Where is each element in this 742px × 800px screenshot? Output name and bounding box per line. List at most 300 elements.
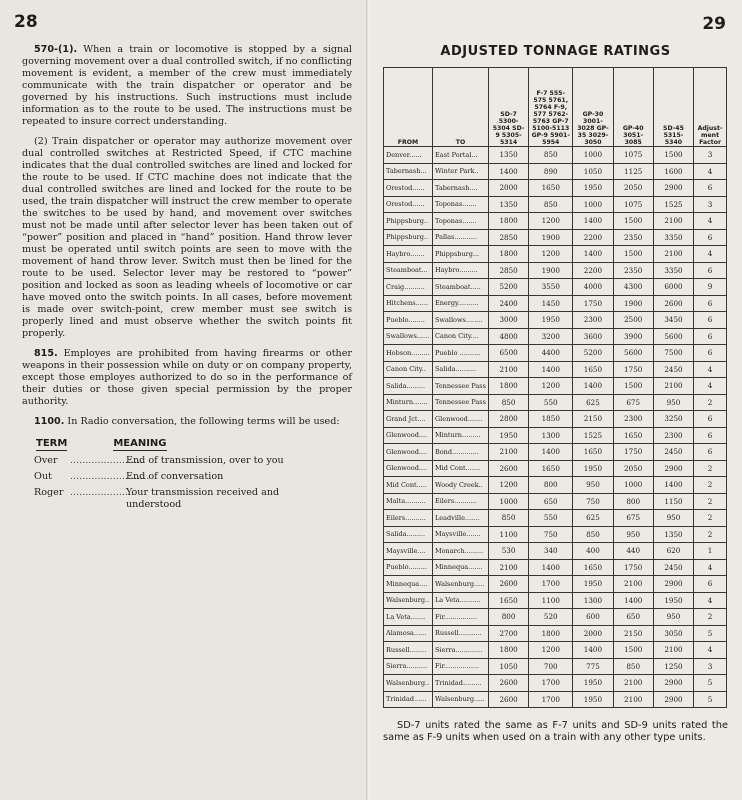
cell-from: Salida......... <box>384 378 433 395</box>
cell-from: Haybro....... <box>384 246 433 263</box>
cell-adjustment-factor: 6 <box>694 444 727 461</box>
cell-sd45: 3350 <box>653 262 693 279</box>
cell-adjustment-factor: 6 <box>694 576 727 593</box>
table-row <box>384 609 727 626</box>
table-row <box>384 394 727 411</box>
cell-sd7-sd9: 2100 <box>488 361 528 378</box>
cell-f7-gp9: 1400 <box>529 361 573 378</box>
cell-gp40: 2350 <box>613 262 653 279</box>
cell-to: Tabernash.... <box>432 180 488 197</box>
cell-f7-gp9: 1200 <box>529 246 573 263</box>
cell-adjustment-factor: 2 <box>694 394 727 411</box>
cell-sd7-sd9: 2600 <box>488 675 528 692</box>
cell-to: Toponas....... <box>432 196 488 213</box>
cell-sd7-sd9: 850 <box>488 394 528 411</box>
cell-sd7-sd9: 6500 <box>488 345 528 362</box>
cell-sd7-sd9: 1400 <box>488 163 528 180</box>
table-row <box>384 592 727 609</box>
cell-sd7-sd9: 1050 <box>488 658 528 675</box>
cell-f7-gp9: 1800 <box>529 625 573 642</box>
cell-sd7-sd9: 4800 <box>488 328 528 345</box>
cell-gp30-gp35: 2000 <box>573 625 613 642</box>
term-column-header: TERM <box>36 438 68 449</box>
cell-from: Swallows...... <box>384 328 433 345</box>
cell-f7-gp9: 3550 <box>529 279 573 296</box>
cell-from: Orestod...... <box>384 196 433 213</box>
cell-sd45: 2300 <box>653 427 693 444</box>
table-body <box>384 147 727 708</box>
cell-to: Tennessee Pass <box>432 394 488 411</box>
cell-gp40: 650 <box>613 609 653 626</box>
cell-gp40: 675 <box>613 510 653 527</box>
radio-term: Out <box>34 471 52 482</box>
cell-adjustment-factor: 5 <box>694 691 727 708</box>
cell-to: Steamboat..... <box>432 279 488 296</box>
cell-gp40: 1750 <box>613 361 653 378</box>
cell-from: Walsenburg.. <box>384 675 433 692</box>
cell-f7-gp9: 850 <box>529 196 573 213</box>
cell-gp30-gp35: 750 <box>573 493 613 510</box>
cell-to: Glenwood....... <box>432 411 488 428</box>
cell-f7-gp9: 1300 <box>529 427 573 444</box>
cell-adjustment-factor: 4 <box>694 642 727 659</box>
cell-gp30-gp35: 625 <box>573 394 613 411</box>
cell-sd7-sd9: 2100 <box>488 444 528 461</box>
cell-f7-gp9: 1700 <box>529 675 573 692</box>
cell-sd7-sd9: 2850 <box>488 262 528 279</box>
cell-adjustment-factor: 6 <box>694 427 727 444</box>
cell-adjustment-factor: 3 <box>694 658 727 675</box>
cell-from: Phippsburg.. <box>384 229 433 246</box>
cell-sd45: 1500 <box>653 147 693 164</box>
cell-sd7-sd9: 2850 <box>488 229 528 246</box>
cell-from: Trinidad...... <box>384 691 433 708</box>
cell-sd45: 1525 <box>653 196 693 213</box>
cell-f7-gp9: 700 <box>529 658 573 675</box>
cell-sd45: 2100 <box>653 246 693 263</box>
right-page <box>369 0 742 800</box>
cell-to: Tennessee Pass <box>432 378 488 395</box>
cell-to: Walsenburg..... <box>432 691 488 708</box>
cell-from: La Veta....... <box>384 609 433 626</box>
cell-sd7-sd9: 3000 <box>488 312 528 329</box>
cell-gp30-gp35: 1650 <box>573 444 613 461</box>
radio-term-row <box>34 487 352 511</box>
cell-sd45: 2450 <box>653 444 693 461</box>
cell-gp40: 2100 <box>613 675 653 692</box>
table-row <box>384 543 727 560</box>
cell-to: La Veta.......... <box>432 592 488 609</box>
cell-adjustment-factor: 3 <box>694 196 727 213</box>
cell-sd45: 1600 <box>653 163 693 180</box>
cell-to: Monarch......... <box>432 543 488 560</box>
cell-sd7-sd9: 1350 <box>488 147 528 164</box>
cell-from: Pueblo........ <box>384 312 433 329</box>
cell-sd45: 1400 <box>653 477 693 494</box>
cell-gp30-gp35: 1750 <box>573 295 613 312</box>
cell-f7-gp9: 1200 <box>529 378 573 395</box>
cell-sd45: 1350 <box>653 526 693 543</box>
radio-term: Over <box>34 455 58 466</box>
cell-from: Minnequa.... <box>384 576 433 593</box>
leader-dots: ..................... <box>70 487 135 498</box>
cell-to: Minnequa....... <box>432 559 488 576</box>
cell-to: Leadville....... <box>432 510 488 527</box>
cell-f7-gp9: 550 <box>529 510 573 527</box>
cell-f7-gp9: 1400 <box>529 559 573 576</box>
cell-adjustment-factor: 5 <box>694 675 727 692</box>
cell-sd45: 1950 <box>653 592 693 609</box>
cell-adjustment-factor: 6 <box>694 328 727 345</box>
cell-gp40: 1500 <box>613 246 653 263</box>
table-row <box>384 510 727 527</box>
rule-815-number: 815. <box>34 348 58 359</box>
cell-f7-gp9: 1650 <box>529 180 573 197</box>
radio-term-meaning: End of transmission, over to you <box>126 455 284 466</box>
table-row <box>384 328 727 345</box>
cell-sd45: 2900 <box>653 460 693 477</box>
rules-text <box>22 44 352 428</box>
cell-f7-gp9: 1650 <box>529 460 573 477</box>
cell-to: East Portal... <box>432 147 488 164</box>
cell-gp30-gp35: 5200 <box>573 345 613 362</box>
cell-from: Minturn....... <box>384 394 433 411</box>
table-row <box>384 180 727 197</box>
cell-adjustment-factor: 4 <box>694 592 727 609</box>
cell-sd45: 7500 <box>653 345 693 362</box>
table-row <box>384 625 727 642</box>
cell-f7-gp9: 1200 <box>529 213 573 230</box>
cell-to: Pallas........... <box>432 229 488 246</box>
cell-adjustment-factor: 3 <box>694 147 727 164</box>
cell-to: Winter Park.. <box>432 163 488 180</box>
cell-sd45: 1250 <box>653 658 693 675</box>
table-row <box>384 246 727 263</box>
table-footnote: SD-7 units rated the same as F-7 units and SD-9 units rated the same as F-9 units when used on a train with any other type units. <box>383 720 728 743</box>
cell-gp40: 2300 <box>613 411 653 428</box>
column-header-f7-gp9: F-7 555-575 5761, 5764 F-9, 577 5762-5763 GP-7 5100-5113 GP-9 5901-5954 <box>529 68 573 147</box>
cell-from: Craig.......... <box>384 279 433 296</box>
cell-to: Bond............. <box>432 444 488 461</box>
table-row <box>384 444 727 461</box>
rule-570-2: (2) Train dispatcher or operator may authorize movement over dual controlled switches at Restricted Speed, if CTC machine indicates that the dual controlled switches are lined and locked for the route to be used. If CTC machine does not indicate that the dual controlled switches are lined and locked for the route to be used, the train dispatcher will instruct the crew member to operate the switches to be used by hand, and movement over switches must not be made until after selector lever has been taken out of “power” position and placed in “hand” position. Hand throw lever must be operated until switch points are seen to move with the movement of hand throw lever. Switch must then be lined for the route to be used. Selector lever may be restored to “power” position and locked as soon as leading wheels of locomotive or car have moved onto the switch points. In all cases, before movement is made over switch-point, crew member must see switch is properly lined and must observe whether the switch points fit properly. <box>22 136 352 339</box>
cell-sd7-sd9: 1000 <box>488 493 528 510</box>
cell-gp30-gp35: 1400 <box>573 213 613 230</box>
cell-from: Glenwood.... <box>384 427 433 444</box>
meaning-column-header: MEANING <box>113 438 167 449</box>
cell-to: Toponas....... <box>432 213 488 230</box>
table-row <box>384 691 727 708</box>
cell-gp30-gp35: 1650 <box>573 361 613 378</box>
cell-gp30-gp35: 625 <box>573 510 613 527</box>
table-row <box>384 312 727 329</box>
column-header-gp40: GP-40 3051-3085 <box>613 68 653 147</box>
cell-gp40: 1900 <box>613 295 653 312</box>
cell-sd7-sd9: 2600 <box>488 576 528 593</box>
cell-from: Canon City.. <box>384 361 433 378</box>
cell-gp40: 5600 <box>613 345 653 362</box>
table-row <box>384 163 727 180</box>
cell-sd45: 2450 <box>653 361 693 378</box>
radio-term-meaning: Your transmission received and understood <box>126 487 280 510</box>
cell-f7-gp9: 890 <box>529 163 573 180</box>
cell-gp30-gp35: 1000 <box>573 147 613 164</box>
cell-gp40: 950 <box>613 526 653 543</box>
cell-gp30-gp35: 1400 <box>573 246 613 263</box>
cell-f7-gp9: 1950 <box>529 312 573 329</box>
table-header-row <box>384 68 727 147</box>
cell-gp40: 2350 <box>613 229 653 246</box>
radio-term-meaning: End of conversation <box>126 471 224 482</box>
table-row <box>384 460 727 477</box>
cell-adjustment-factor: 2 <box>694 510 727 527</box>
cell-adjustment-factor: 2 <box>694 526 727 543</box>
cell-gp30-gp35: 3600 <box>573 328 613 345</box>
cell-gp40: 1000 <box>613 477 653 494</box>
cell-adjustment-factor: 4 <box>694 213 727 230</box>
cell-sd45: 1150 <box>653 493 693 510</box>
cell-adjustment-factor: 2 <box>694 460 727 477</box>
cell-gp30-gp35: 1050 <box>573 163 613 180</box>
table-row <box>384 576 727 593</box>
cell-sd7-sd9: 2700 <box>488 625 528 642</box>
cell-to: Canon City.... <box>432 328 488 345</box>
cell-sd7-sd9: 2400 <box>488 295 528 312</box>
cell-from: Maysville.... <box>384 543 433 560</box>
cell-adjustment-factor: 6 <box>694 312 727 329</box>
table-row <box>384 675 727 692</box>
cell-sd7-sd9: 1800 <box>488 378 528 395</box>
cell-gp30-gp35: 4000 <box>573 279 613 296</box>
cell-adjustment-factor: 2 <box>694 477 727 494</box>
table-row <box>384 658 727 675</box>
cell-gp40: 1750 <box>613 559 653 576</box>
cell-gp40: 2500 <box>613 312 653 329</box>
cell-gp40: 675 <box>613 394 653 411</box>
cell-gp30-gp35: 2300 <box>573 312 613 329</box>
cell-sd45: 2900 <box>653 691 693 708</box>
radio-term-row <box>34 471 352 483</box>
cell-to: Haybro......... <box>432 262 488 279</box>
cell-gp30-gp35: 2150 <box>573 411 613 428</box>
left-page <box>0 0 368 800</box>
cell-to: Energy.......... <box>432 295 488 312</box>
cell-gp40: 1075 <box>613 147 653 164</box>
cell-sd7-sd9: 1800 <box>488 213 528 230</box>
table-row <box>384 493 727 510</box>
cell-sd45: 6000 <box>653 279 693 296</box>
cell-sd7-sd9: 2100 <box>488 559 528 576</box>
cell-adjustment-factor: 5 <box>694 625 727 642</box>
cell-gp40: 2150 <box>613 625 653 642</box>
right-page-number: 29 <box>702 14 726 34</box>
cell-from: Mid Cont..... <box>384 477 433 494</box>
cell-from: Grand Jct.... <box>384 411 433 428</box>
cell-to: Fir................. <box>432 658 488 675</box>
leader-dots: ........................ <box>70 455 144 466</box>
column-header-adjustment-factor: Adjust-ment Factor <box>694 68 727 147</box>
cell-f7-gp9: 1400 <box>529 444 573 461</box>
cell-sd7-sd9: 1950 <box>488 427 528 444</box>
table-row <box>384 559 727 576</box>
table-row <box>384 196 727 213</box>
cell-gp40: 1500 <box>613 378 653 395</box>
cell-f7-gp9: 1200 <box>529 642 573 659</box>
radio-term-row <box>34 455 352 467</box>
left-page-number: 28 <box>14 12 38 32</box>
rule-1100-number: 1100. <box>34 416 65 427</box>
cell-f7-gp9: 1100 <box>529 592 573 609</box>
cell-from: Hitchens...... <box>384 295 433 312</box>
cell-sd7-sd9: 850 <box>488 510 528 527</box>
cell-gp30-gp35: 1950 <box>573 675 613 692</box>
cell-f7-gp9: 1450 <box>529 295 573 312</box>
column-header-sd7-sd9: SD-7 5300-5304 SD-9 5305-5314 <box>488 68 528 147</box>
column-header-sd45: SD-45 5315-5340 <box>653 68 693 147</box>
cell-sd45: 620 <box>653 543 693 560</box>
cell-sd45: 5600 <box>653 328 693 345</box>
cell-to: Sierra............. <box>432 642 488 659</box>
cell-sd45: 3350 <box>653 229 693 246</box>
cell-sd45: 2100 <box>653 213 693 230</box>
leader-dots: .......................... <box>70 471 150 482</box>
cell-sd45: 2450 <box>653 559 693 576</box>
cell-adjustment-factor: 2 <box>694 609 727 626</box>
cell-from: Walsenburg.. <box>384 592 433 609</box>
cell-f7-gp9: 4400 <box>529 345 573 362</box>
cell-gp40: 2050 <box>613 460 653 477</box>
cell-f7-gp9: 1700 <box>529 576 573 593</box>
cell-gp30-gp35: 1400 <box>573 378 613 395</box>
cell-adjustment-factor: 6 <box>694 229 727 246</box>
cell-gp30-gp35: 400 <box>573 543 613 560</box>
cell-from: Sierra.......... <box>384 658 433 675</box>
cell-gp30-gp35: 850 <box>573 526 613 543</box>
cell-gp40: 2050 <box>613 180 653 197</box>
cell-gp40: 800 <box>613 493 653 510</box>
cell-to: Pueblo .......... <box>432 345 488 362</box>
cell-from: Orestod...... <box>384 180 433 197</box>
column-header-to: TO <box>432 68 488 147</box>
cell-adjustment-factor: 4 <box>694 246 727 263</box>
table-row <box>384 361 727 378</box>
cell-from: Malta.......... <box>384 493 433 510</box>
cell-to: Mid Cont....... <box>432 460 488 477</box>
cell-sd45: 950 <box>653 609 693 626</box>
column-header-from: FROM <box>384 68 433 147</box>
cell-adjustment-factor: 6 <box>694 411 727 428</box>
cell-to: Phippsburg... <box>432 246 488 263</box>
tonnage-table <box>383 67 727 708</box>
cell-gp40: 4300 <box>613 279 653 296</box>
cell-sd45: 3250 <box>653 411 693 428</box>
cell-adjustment-factor: 2 <box>694 493 727 510</box>
cell-f7-gp9: 1900 <box>529 229 573 246</box>
cell-sd45: 3050 <box>653 625 693 642</box>
cell-gp30-gp35: 600 <box>573 609 613 626</box>
cell-from: Glenwood.... <box>384 444 433 461</box>
radio-term: Roger <box>34 487 64 498</box>
cell-sd45: 2900 <box>653 675 693 692</box>
radio-terms-list <box>22 455 352 511</box>
cell-gp30-gp35: 1400 <box>573 642 613 659</box>
cell-adjustment-factor: 6 <box>694 262 727 279</box>
cell-sd45: 2900 <box>653 576 693 593</box>
cell-f7-gp9: 750 <box>529 526 573 543</box>
cell-to: Fir................ <box>432 609 488 626</box>
rule-815 <box>22 348 352 408</box>
cell-gp40: 1650 <box>613 427 653 444</box>
cell-from: Phippsburg.. <box>384 213 433 230</box>
table-row <box>384 147 727 164</box>
cell-adjustment-factor: 1 <box>694 543 727 560</box>
table-row <box>384 378 727 395</box>
cell-from: Pueblo......... <box>384 559 433 576</box>
cell-sd45: 950 <box>653 510 693 527</box>
cell-adjustment-factor: 6 <box>694 295 727 312</box>
cell-sd7-sd9: 1650 <box>488 592 528 609</box>
cell-to: Eilers........... <box>432 493 488 510</box>
cell-to: Woody Creek.. <box>432 477 488 494</box>
cell-gp30-gp35: 1950 <box>573 460 613 477</box>
cell-from: Glenwood.... <box>384 460 433 477</box>
cell-f7-gp9: 650 <box>529 493 573 510</box>
cell-adjustment-factor: 4 <box>694 361 727 378</box>
cell-gp30-gp35: 1300 <box>573 592 613 609</box>
cell-f7-gp9: 800 <box>529 477 573 494</box>
cell-f7-gp9: 340 <box>529 543 573 560</box>
table-row <box>384 477 727 494</box>
cell-f7-gp9: 3200 <box>529 328 573 345</box>
table-row <box>384 279 727 296</box>
cell-adjustment-factor: 4 <box>694 378 727 395</box>
cell-sd7-sd9: 1800 <box>488 642 528 659</box>
cell-adjustment-factor: 6 <box>694 345 727 362</box>
table-row <box>384 526 727 543</box>
table-row <box>384 427 727 444</box>
cell-from: Salida......... <box>384 526 433 543</box>
cell-sd7-sd9: 2800 <box>488 411 528 428</box>
cell-to: Walsenburg..... <box>432 576 488 593</box>
cell-gp30-gp35: 1950 <box>573 180 613 197</box>
table-row <box>384 262 727 279</box>
cell-gp30-gp35: 1525 <box>573 427 613 444</box>
cell-from: Denver...... <box>384 147 433 164</box>
cell-gp40: 1500 <box>613 213 653 230</box>
cell-sd7-sd9: 1200 <box>488 477 528 494</box>
cell-gp40: 1125 <box>613 163 653 180</box>
cell-sd7-sd9: 2600 <box>488 460 528 477</box>
rule-815-body: Employes are prohibited from having firearms or other weapons in their possession while on duty or on company property, except those employes authorized to do so in the performance of their duties or those given special permission by the proper authority. <box>22 348 352 407</box>
cell-adjustment-factor: 9 <box>694 279 727 296</box>
cell-gp40: 1075 <box>613 196 653 213</box>
table-row <box>384 345 727 362</box>
table-row <box>384 229 727 246</box>
cell-gp40: 1400 <box>613 592 653 609</box>
cell-f7-gp9: 1850 <box>529 411 573 428</box>
cell-f7-gp9: 1700 <box>529 691 573 708</box>
rule-570-1 <box>22 44 352 128</box>
radio-terms-header <box>36 438 352 451</box>
cell-gp40: 2100 <box>613 576 653 593</box>
cell-from: Russell........ <box>384 642 433 659</box>
cell-gp40: 2100 <box>613 691 653 708</box>
cell-to: Maysville....... <box>432 526 488 543</box>
table-title: ADJUSTED TONNAGE RATINGS <box>440 44 671 59</box>
cell-sd7-sd9: 1800 <box>488 246 528 263</box>
cell-sd7-sd9: 5200 <box>488 279 528 296</box>
cell-adjustment-factor: 6 <box>694 180 727 197</box>
